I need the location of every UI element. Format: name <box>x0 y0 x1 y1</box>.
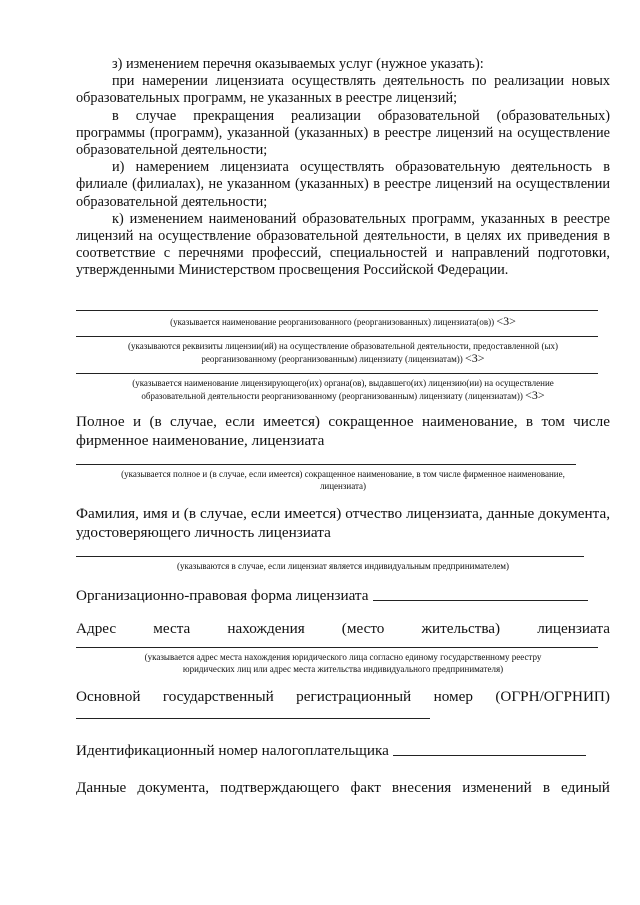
licensing-body-line[interactable] <box>76 373 598 374</box>
fullname-label: Полное и (в случае, если имеется) сокращенное наименование, в том числе фирменное наименование, лицензиата <box>76 412 610 449</box>
person-line[interactable] <box>76 556 584 557</box>
item-z: з) изменением перечня оказываемых услуг (нужное указать): <box>112 56 484 72</box>
address-line[interactable] <box>76 647 598 648</box>
person-label: Фамилия, имя и (в случае, если имеется) отчество лицензиата, данные документа, удостоверяющего личность лицензиата <box>76 504 610 541</box>
org-form-field <box>76 586 588 605</box>
item-z2: в случае прекращения реализации образовательной (образовательных) программы (программ), указанной (указанных) в реестре лицензий на осуществление образовательной деятельности; <box>76 107 610 159</box>
doc-label: Данные документа, подтверждающего факт внесения изменений в единый <box>76 778 610 796</box>
licensing-body-note-2: образовательной деятельности реорганизованному (реорганизованным) лицензиату (лицензиатам)) <3> <box>141 387 545 402</box>
address-note-1: (указывается адрес места нахождения юридического лица согласно единому государственному реестру <box>144 651 542 662</box>
license-details-note-2: реорганизованному (реорганизованным) лицензиату (лицензиатам)) <3> <box>201 350 485 365</box>
org-form-line[interactable] <box>373 600 589 601</box>
document-page <box>76 56 610 797</box>
license-details-line[interactable] <box>76 336 598 337</box>
fullname-note-2: лицензиата) <box>319 480 367 491</box>
item-i: и) намерением лицензиата осуществлять образовательную деятельность в филиале (филиалах), не указанном (указанных) в реестре лицензий на осуществлении образовательной деятельности; <box>76 159 610 210</box>
address-label: Адрес места нахождения (место жительства) лицензиата <box>76 619 610 637</box>
license-details-note-1: (указываются реквизиты лицензии(ий) на осуществление образовательной деятельности, предоставленной (ых) <box>127 340 559 351</box>
item-k: к) изменением наименований образовательных программ, указанных в реестре лицензий на осуществление образовательной деятельности, в целях их приведения в соответствие с перечнями профессий, специальностей и направлений подготовки, утвержденными Министерством просвещения Российской Федерации. <box>76 210 610 279</box>
person-note: (указываются в случае, если лицензиат является индивидуальным предпринимателем) <box>177 560 509 571</box>
org-form-label: Организационно-правовая форма лицензиата <box>76 586 369 604</box>
reorg-name-line[interactable] <box>76 310 598 311</box>
inn-field <box>76 741 586 760</box>
item-z1: при намерении лицензиата осуществлять деятельность по реализации новых образовательных программ, не указанных в реестре лицензий; <box>76 73 610 107</box>
fullname-note-1: (указывается полное и (в случае, если имеется) сокращенное наименование, в том числе фирменное наименование, <box>121 468 565 479</box>
address-note-2: юридических лиц или адрес места жительства индивидуального предпринимателя) <box>182 663 504 674</box>
inn-line[interactable] <box>393 755 586 756</box>
reorg-name-note: (указывается наименование реорганизованного (реорганизованных) лицензиата(ов)) <3> <box>170 313 516 328</box>
fullname-line[interactable] <box>76 464 576 465</box>
inn-label: Идентификационный номер налогоплательщика <box>76 741 389 759</box>
licensing-body-note-1: (указывается наименование лицензирующего(их) органа(ов), выдавшего(их) лицензию(ии) на осуществление <box>132 377 554 388</box>
ogrn-label: Основной государственный регистрационный номер (ОГРН/ОГРНИП) <box>76 687 610 705</box>
